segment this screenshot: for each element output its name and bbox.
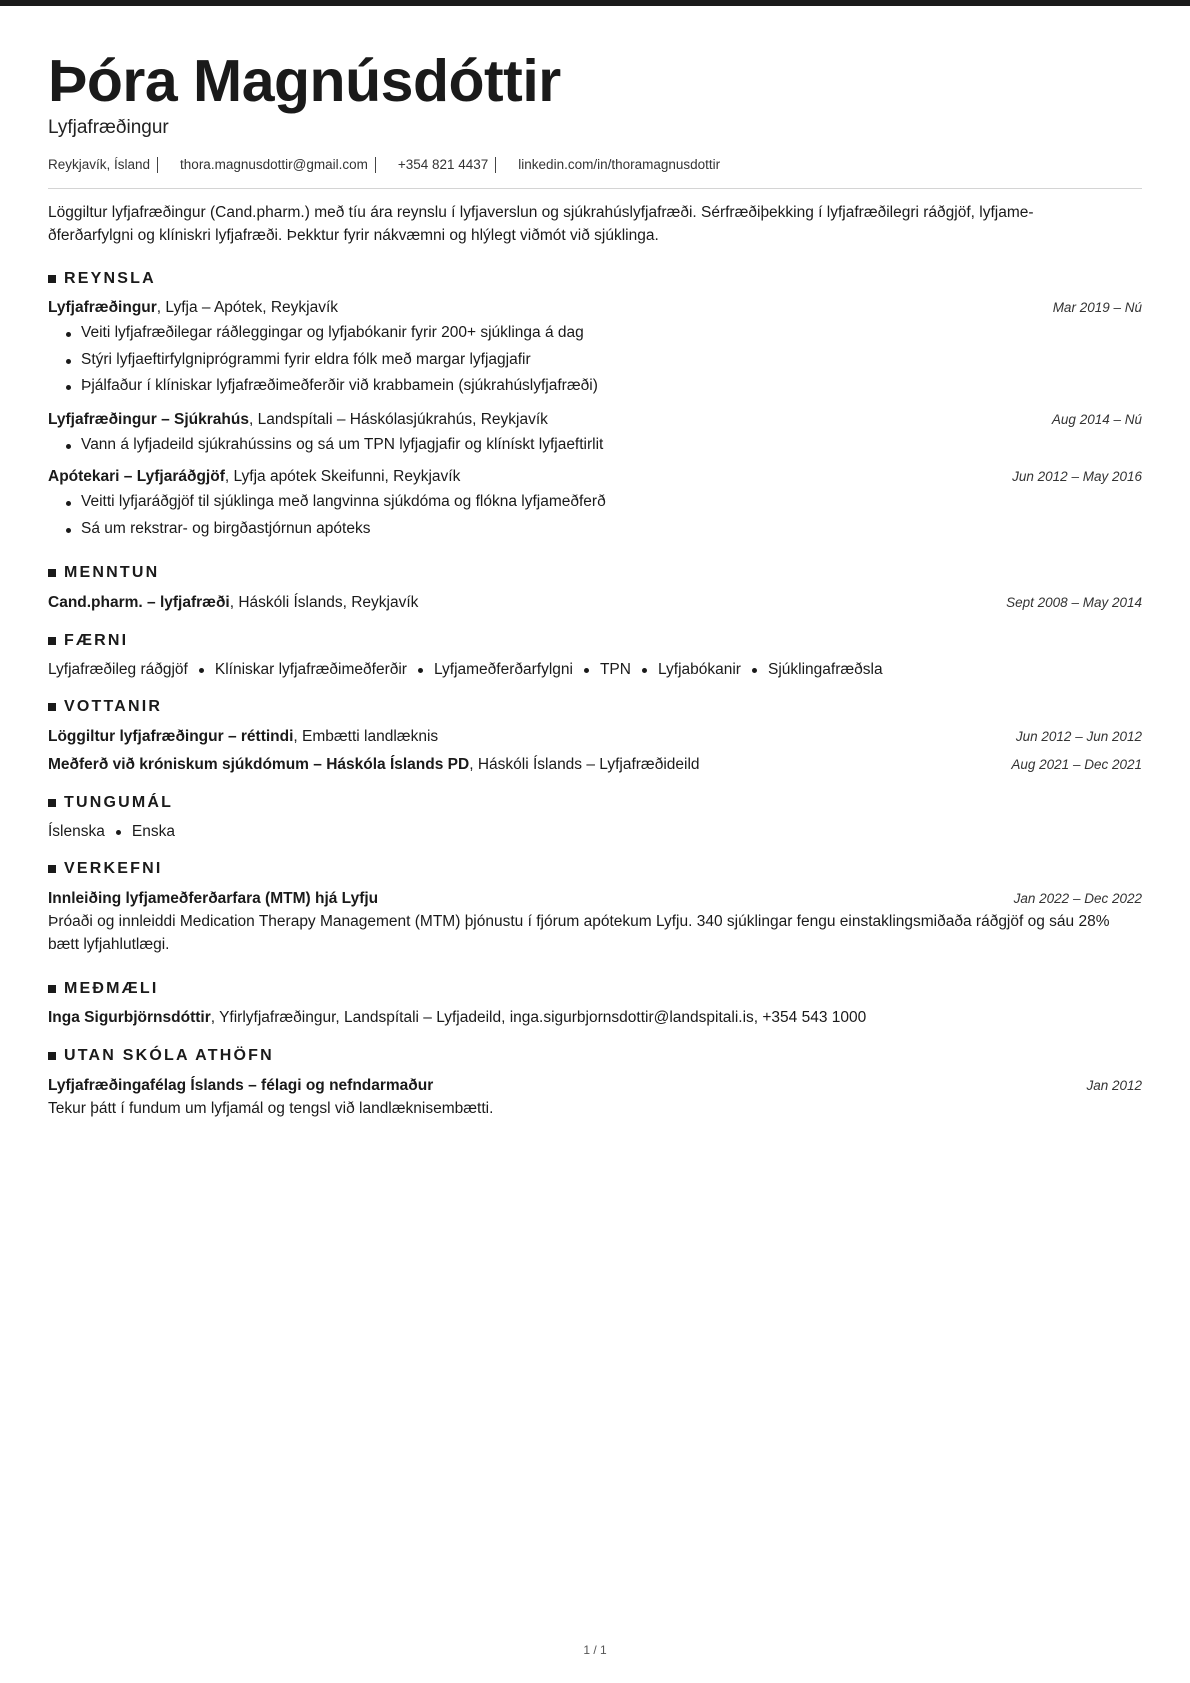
skill-item: Lyfjameðferðarfylgni bbox=[433, 661, 573, 678]
section-references bbox=[48, 979, 1142, 1029]
contact-separator bbox=[157, 157, 158, 173]
bullet-item: Þjálfaður í klíniskar lyfjafræðimeðferðir við krabbamein (sjúkrahúslyfjafræði) bbox=[64, 373, 1142, 400]
entry-date: Jan 2012 bbox=[1086, 1078, 1142, 1093]
project-description: Þróaði og innleiddi Medication Therapy Management (MTM) þjónustu í fjórum apótekum Lyfju. 340 sjúklingar fengu einstaklingsmiðaða ráðgjöf og sáu 28% bætt lyfjahlutlægi. bbox=[48, 913, 1110, 953]
entry-degree: Cand.pharm. – lyfjafræði bbox=[48, 594, 230, 611]
reference-name: Inga Sigurbjörnsdóttir bbox=[48, 1009, 211, 1026]
section-title-text: UTAN SKÓLA ATHÖFN bbox=[64, 1047, 274, 1064]
entry-org: , Lyfja apótek Skeifunni, Reykjavík bbox=[224, 468, 461, 485]
entry-bullets bbox=[64, 489, 1142, 542]
experience-entry bbox=[48, 297, 1142, 400]
entry-header bbox=[48, 466, 1142, 488]
section-title-text: VOTTANIR bbox=[64, 698, 163, 715]
square-bullet-icon bbox=[48, 275, 56, 283]
dot-separator-icon bbox=[584, 668, 589, 673]
project-entry-header bbox=[48, 888, 1142, 910]
project-name: Innleiðing lyfjameðferðarfara (MTM) hjá Lyfju bbox=[48, 890, 379, 907]
candidate-name: Þóra Magnúsdóttir bbox=[48, 48, 561, 114]
contact-email[interactable]: thora.magnusdottir@gmail.com bbox=[180, 157, 368, 172]
section-certifications bbox=[48, 697, 1142, 776]
entry-header bbox=[48, 297, 1142, 319]
certification-org: , Embætti landlæknis bbox=[293, 728, 439, 745]
dot-separator-icon bbox=[116, 830, 121, 835]
reference-details: , Yfirlyfjafræðingur, Landspítali – Lyfjadeild, inga.sigurbjornsdottir@landspitali.is, +354 543 1000 bbox=[210, 1009, 867, 1026]
resume-header bbox=[48, 46, 1142, 189]
section-title-extracurricular bbox=[48, 1046, 1142, 1066]
skill-item: Klíniskar lyfjafræðimeðferðir bbox=[214, 661, 407, 678]
bullet-item: Veiti lyfjafræðilegar ráðleggingar og lyfjabókanir fyrir 200+ sjúklinga á dag bbox=[64, 320, 1142, 347]
entry-date: Jun 2012 – May 2016 bbox=[1012, 469, 1142, 484]
entry-role: Apótekari – Lyfjaráðgjöf bbox=[48, 468, 225, 485]
entry-title bbox=[48, 754, 700, 776]
summary bbox=[48, 201, 1142, 247]
section-title-text: MENNTUN bbox=[64, 564, 160, 581]
skill-item: TPN bbox=[599, 661, 631, 678]
entry-date: Aug 2014 – Nú bbox=[1051, 411, 1142, 427]
section-title-text: FÆRNI bbox=[64, 632, 129, 649]
entry-date: Aug 2021 – Dec 2021 bbox=[1011, 757, 1142, 772]
section-title-certifications bbox=[48, 697, 1142, 717]
bullet-item: Vann á lyfjadeild sjúkrahússins og sá um TPN lyfjagjafir og klínískt lyfjaeftirlit bbox=[64, 432, 1142, 459]
skill-item: Lyfjafræðileg ráðgjöf bbox=[48, 661, 188, 678]
square-bullet-icon bbox=[48, 703, 56, 711]
bullet-item: Veitti lyfjaráðgjöf til sjúklinga með langvinna sjúkdóma og flókna lyfjameðferð bbox=[64, 489, 1142, 516]
candidate-headline: Lyfjafræðingur bbox=[48, 117, 169, 138]
skill-item: Sjúklingafræðsla bbox=[767, 661, 883, 678]
entry-role: Lyfjafræðingur bbox=[48, 299, 157, 316]
entry-date: Jun 2012 – Jun 2012 bbox=[1015, 729, 1142, 744]
bullet-item: Sá um rekstrar- og birgðastjórnun apóteks bbox=[64, 516, 1142, 543]
experience-entry bbox=[48, 466, 1142, 542]
dot-separator-icon bbox=[642, 668, 647, 673]
language-item: Enska bbox=[131, 823, 175, 840]
summary-line: Löggiltur lyfjafræðingur (Cand.pharm.) með tíu ára reynslu í lyfjaverslun og sjúkrahúslyfjafræði. Sérfræðiþekking í lyfjafræðilegri ráðgjöf, lyfjame- bbox=[48, 204, 1034, 221]
section-projects bbox=[48, 859, 1142, 956]
dot-separator-icon bbox=[418, 668, 423, 673]
square-bullet-icon bbox=[48, 865, 56, 873]
section-title-text: TUNGUMÁL bbox=[64, 794, 174, 811]
entry-header bbox=[48, 409, 1142, 431]
entry-title bbox=[48, 592, 418, 614]
activity-name: Lyfjafræðingafélag Íslands – félagi og nefndarmaður bbox=[48, 1077, 434, 1094]
contact-phone[interactable]: +354 821 4437 bbox=[397, 157, 489, 172]
section-title-education bbox=[48, 563, 1142, 583]
section-skills bbox=[48, 631, 1142, 681]
section-languages bbox=[48, 793, 1142, 843]
section-title-text: MEÐMÆLI bbox=[64, 980, 159, 997]
bullet-item: Stýri lyfjaeftirfylgniprógrammi fyrir eldra fólk með margar lyfjagjafir bbox=[64, 347, 1142, 374]
entry-org: , Lyfja – Apótek, Reykjavík bbox=[156, 299, 339, 316]
certification-entry bbox=[48, 726, 1142, 748]
dot-separator-icon bbox=[199, 668, 204, 673]
section-title-text: REYNSLA bbox=[64, 270, 156, 287]
activity-entry-header bbox=[48, 1075, 1142, 1097]
languages-list bbox=[48, 821, 1142, 843]
section-education bbox=[48, 563, 1142, 614]
certification-name: Meðferð við króniskum sjúkdómum – Háskóla Íslands PD bbox=[48, 756, 470, 773]
entry-date: Sept 2008 – May 2014 bbox=[1006, 595, 1142, 610]
entry-org: , Háskóli Íslands, Reykjavík bbox=[229, 594, 419, 611]
certification-org: , Háskóli Íslands – Lyfjafræðideild bbox=[469, 756, 700, 773]
header-divider bbox=[48, 188, 1142, 189]
resume-page bbox=[48, 46, 1142, 1120]
top-bar bbox=[0, 0, 1190, 6]
entry-title bbox=[48, 1007, 866, 1029]
contact-location: Reykjavík, Ísland bbox=[48, 157, 151, 172]
entry-title bbox=[48, 297, 338, 319]
section-title-languages bbox=[48, 793, 1142, 813]
skills-list bbox=[48, 659, 1142, 681]
entry-date: Mar 2019 – Nú bbox=[1052, 300, 1142, 315]
entry-role: Lyfjafræðingur – Sjúkrahús bbox=[48, 410, 249, 428]
education-entry bbox=[48, 592, 1142, 614]
entry-title bbox=[48, 409, 548, 431]
square-bullet-icon bbox=[48, 985, 56, 993]
entry-title bbox=[48, 726, 438, 748]
entry-org: , Landspítali – Háskólasjúkrahús, Reykjavík bbox=[248, 410, 548, 428]
section-extracurricular bbox=[48, 1046, 1142, 1120]
certification-name: Löggiltur lyfjafræðingur – réttindi bbox=[48, 728, 294, 745]
entry-bullets bbox=[64, 432, 1142, 459]
square-bullet-icon bbox=[48, 799, 56, 807]
dot-separator-icon bbox=[752, 668, 757, 673]
section-title-experience bbox=[48, 269, 1142, 289]
summary-line: ðferðarfylgni og klíniskri lyfjafræði. Þekktur fyrir nákvæmni og hlýlegt viðmót við sjúklinga. bbox=[48, 227, 659, 244]
contact-separator bbox=[375, 157, 376, 173]
entry-title bbox=[48, 466, 460, 488]
square-bullet-icon bbox=[48, 569, 56, 577]
activity-description: Tekur þátt í fundum um lyfjamál og tengsl við landlæknisembætti. bbox=[48, 1100, 494, 1117]
section-title-projects bbox=[48, 859, 1142, 879]
section-title-references bbox=[48, 979, 1142, 999]
square-bullet-icon bbox=[48, 637, 56, 645]
section-experience bbox=[48, 269, 1142, 542]
section-title-skills bbox=[48, 631, 1142, 651]
language-item: Íslenska bbox=[48, 823, 105, 840]
contact-linkedin[interactable]: linkedin.com/in/thoramagnusdottir bbox=[518, 157, 721, 172]
page-indicator: 1 / 1 bbox=[583, 1643, 607, 1657]
entry-bullets bbox=[64, 320, 1142, 400]
entry-date: Jan 2022 – Dec 2022 bbox=[1013, 891, 1142, 906]
skill-item: Lyfjabókanir bbox=[657, 661, 741, 678]
contact-line bbox=[48, 156, 1142, 174]
experience-entry bbox=[48, 409, 1142, 459]
square-bullet-icon bbox=[48, 1052, 56, 1060]
contact-separator bbox=[495, 157, 496, 173]
section-title-text: VERKEFNI bbox=[64, 860, 163, 877]
certification-entry bbox=[48, 754, 1142, 776]
reference-entry bbox=[48, 1007, 1142, 1029]
